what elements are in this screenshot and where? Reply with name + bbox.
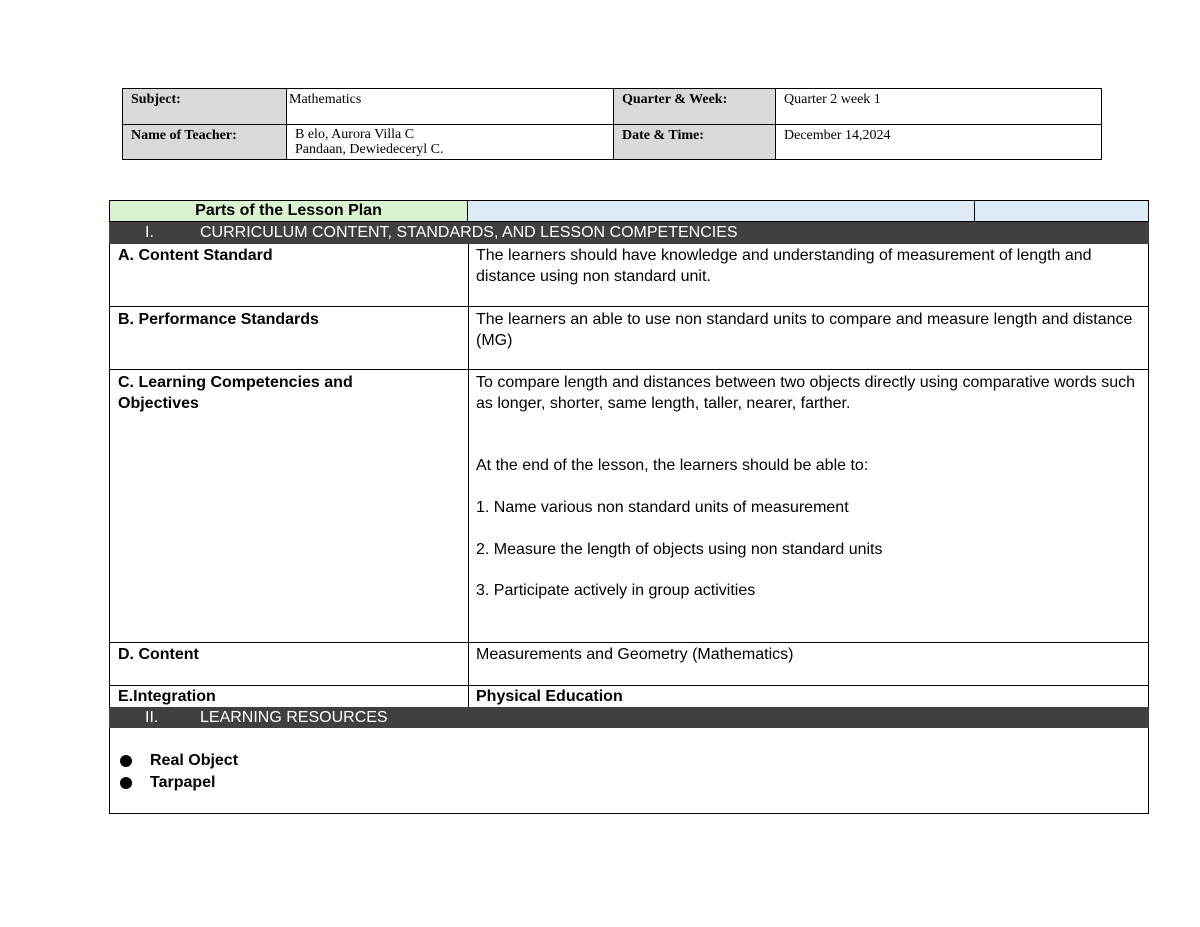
parts-header-cell: Parts of the Lesson Plan	[109, 200, 467, 222]
content-standard-row	[109, 244, 1149, 307]
section-1-title: CURRICULUM CONTENT, STANDARDS, AND LESSON COMPETENCIES	[200, 224, 738, 241]
subject-label: Subject:	[123, 89, 286, 124]
objectives-intro: At the end of the lesson, the learners should be able to:	[476, 457, 869, 474]
teacher-value	[287, 125, 613, 159]
section-1-number: I.	[145, 224, 154, 241]
integration-text: Physical Education	[476, 688, 623, 705]
teacher-name-2: Pandaan, Dewiedeceryl C.	[295, 142, 444, 157]
content-standard-text: The learners should have knowledge and understanding of measurement of length and distance using non standard unit.	[476, 247, 1092, 285]
bullet-icon	[120, 755, 132, 767]
learning-competencies-row	[109, 370, 1149, 643]
content-row	[109, 643, 1149, 686]
content-text: Measurements and Geometry (Mathematics)	[476, 646, 794, 663]
resources-row	[109, 728, 1149, 814]
section-resources-header	[109, 707, 1149, 728]
resource-item-label: Real Object	[150, 752, 239, 769]
bullet-icon	[120, 777, 132, 789]
content-label: D. Content	[118, 646, 199, 663]
objective-2: 2. Measure the length of objects using non standard units	[476, 541, 883, 558]
objective-1: 1. Name various non standard units of measurement	[476, 499, 849, 516]
section-curriculum-header	[109, 222, 1149, 244]
teacher-label: Name of Teacher:	[123, 125, 286, 159]
performance-standards-text: The learners an able to use non standard units to compare and measure length and distance (MG)	[476, 311, 1133, 349]
integration-label: E.Integration	[118, 688, 216, 705]
lesson-plan-table	[109, 200, 1149, 814]
content-standard-label: A. Content Standard	[118, 247, 273, 264]
resource-item-label: Tarpapel	[150, 774, 216, 791]
section-2-title: LEARNING RESOURCES	[200, 709, 388, 726]
resource-item	[120, 750, 238, 771]
header-blank-cell-2	[974, 200, 1149, 222]
integration-row	[109, 686, 1149, 707]
date-value: December 14,2024	[784, 128, 891, 143]
teacher-name-1: B elo, Aurora Villa C	[295, 127, 415, 142]
lesson-info-table	[122, 88, 1102, 160]
section-2-number: II.	[145, 709, 159, 726]
parts-header-row	[109, 200, 1149, 222]
performance-standards-label: B. Performance Standards	[118, 311, 319, 328]
subject-value: Mathematics	[289, 92, 362, 107]
resource-item	[120, 772, 216, 793]
learning-competencies-text: To compare length and distances between two objects directly using comparative words such as longer, shorter, same length, taller, nearer, farther.	[476, 374, 1136, 412]
performance-standards-row	[109, 307, 1149, 370]
date-label: Date & Time:	[614, 125, 775, 159]
learning-competencies-label: C. Learning Competencies and Objectives	[118, 374, 353, 412]
objective-3: 3. Participate actively in group activities	[476, 582, 756, 599]
quarter-value: Quarter 2 week 1	[784, 92, 881, 107]
header-blank-cell-1	[467, 200, 974, 222]
quarter-label: Quarter & Week:	[614, 89, 775, 124]
